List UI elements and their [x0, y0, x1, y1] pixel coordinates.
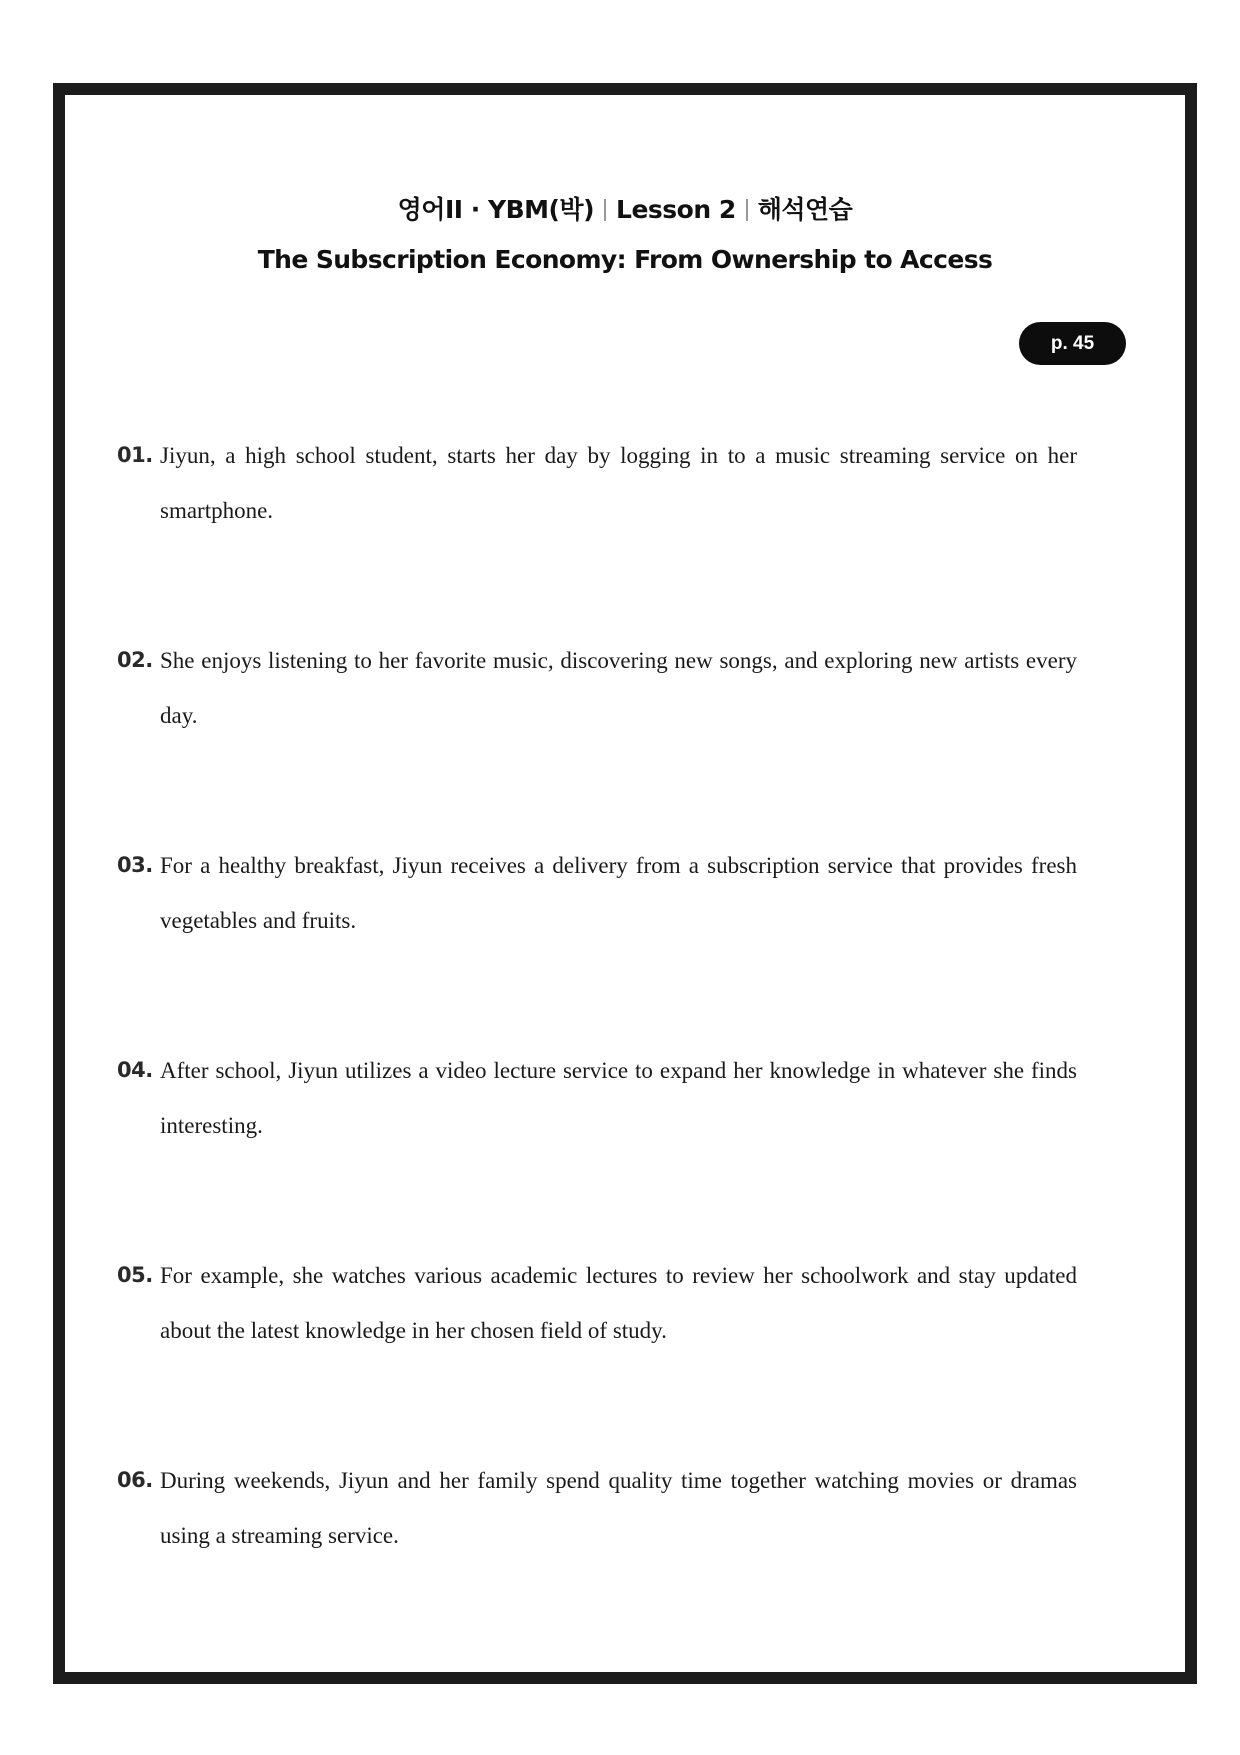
sentence-number: 01. — [117, 443, 153, 467]
sentence-text: For a healthy breakfast, Jiyun receives a delivery from a subscription service that provides fresh vegetables and fruits. — [160, 853, 1077, 933]
sentence-text: For example, she watches various academic lectures to review her schoolwork and stay updated about the latest knowledge in her chosen field of study. — [160, 1263, 1077, 1343]
header-divider — [604, 199, 606, 221]
course-name: 영어II · YBM(박) — [397, 195, 595, 224]
sentence-number: 05. — [117, 1263, 153, 1287]
sentence-item — [117, 850, 1077, 1055]
page-number-badge: p. 45 — [1019, 322, 1126, 365]
sentence-text: During weekends, Jiyun and her family spend quality time together watching movies or dramas using a streaming service. — [160, 1468, 1077, 1548]
header-divider — [746, 199, 748, 221]
section-label: 해석연습 — [757, 195, 853, 224]
sentence-item — [117, 1260, 1077, 1465]
header-meta — [65, 194, 1185, 226]
sentence-item — [117, 1055, 1077, 1260]
sentence-item — [117, 1465, 1077, 1670]
sentence-number: 02. — [117, 648, 153, 672]
sentence-text: She enjoys listening to her favorite music, discovering new songs, and exploring new artists every day. — [160, 648, 1077, 728]
sentence-item — [117, 440, 1077, 645]
sentence-text: After school, Jiyun utilizes a video lecture service to expand her knowledge in whatever she finds interesting. — [160, 1058, 1077, 1138]
sentence-number: 06. — [117, 1468, 153, 1492]
page-frame — [53, 83, 1197, 1684]
sentence-item — [117, 645, 1077, 850]
sentence-number: 03. — [117, 853, 153, 877]
document-title: The Subscription Economy: From Ownership to Access — [257, 245, 993, 274]
lesson-label: Lesson 2 — [616, 195, 736, 224]
sentence-number: 04. — [117, 1058, 153, 1082]
sentence-list — [117, 440, 1077, 1670]
document-header — [65, 194, 1185, 276]
sentence-text: Jiyun, a high school student, starts her day by logging in to a music streaming service on her smartphone. — [160, 443, 1077, 523]
